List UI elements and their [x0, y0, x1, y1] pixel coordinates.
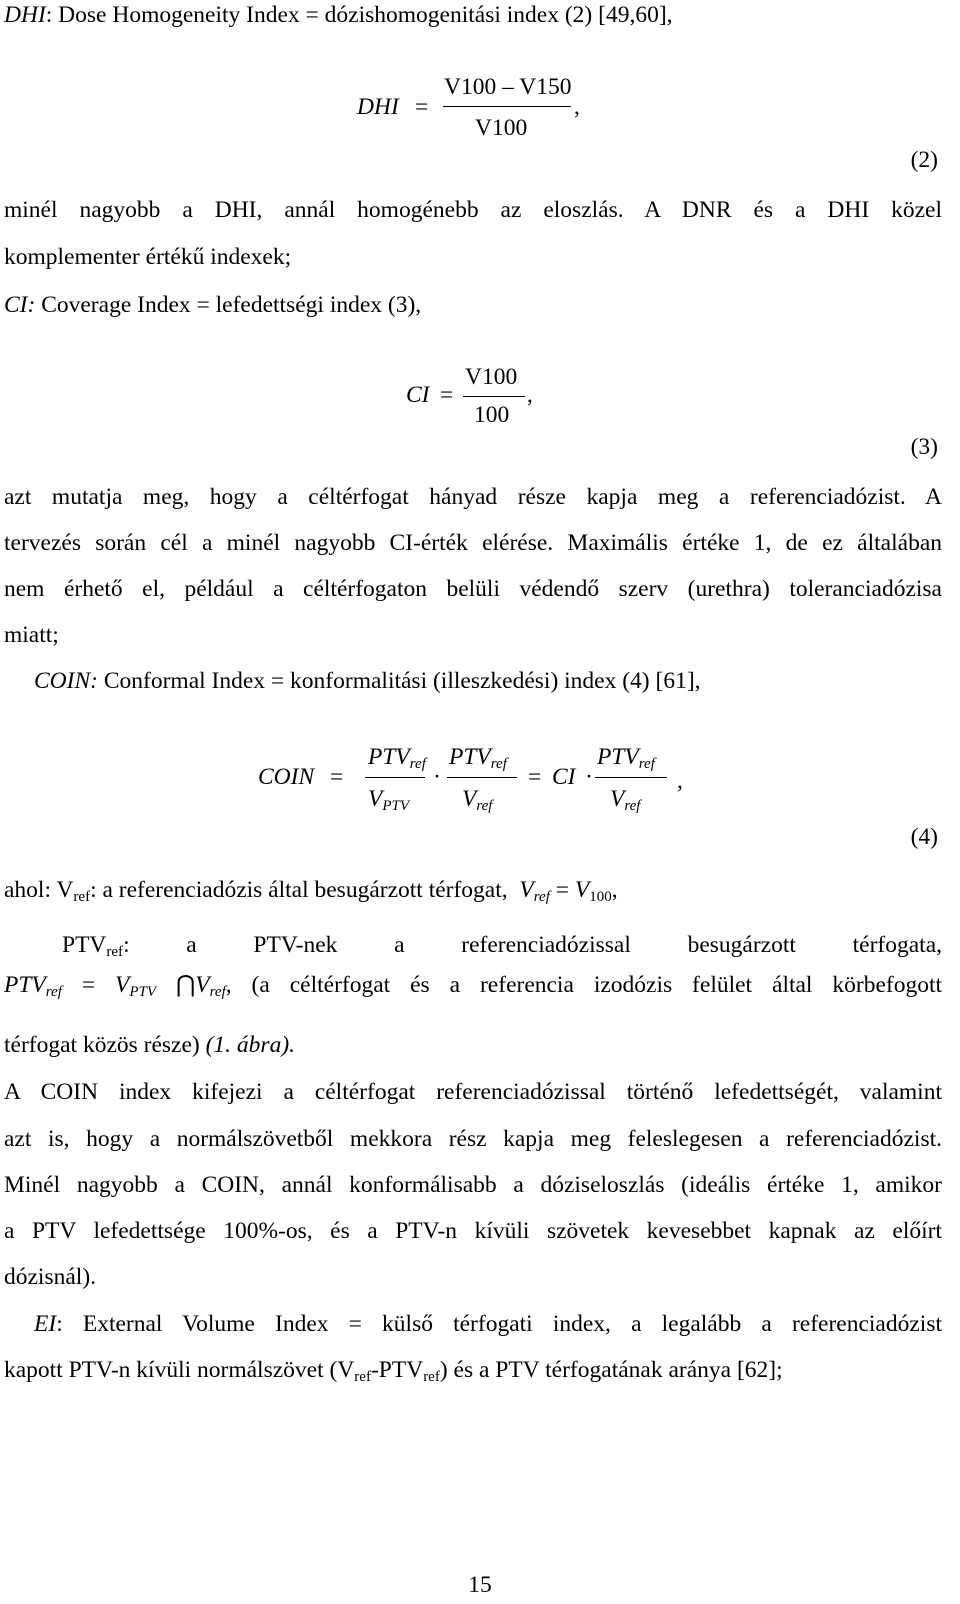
ci-lhs: CI: [406, 382, 430, 408]
figure-reference: (1. ábra).: [205, 1032, 296, 1058]
ci-abbr: CI:: [4, 292, 36, 318]
dhi-denominator: V100: [475, 115, 528, 141]
para3-line3: Minél nagyobb a COIN, annál konformálisabb a dóziseloszlás (ideális értéke 1, amikor: [4, 1172, 942, 1198]
coin-f1-num: $PTV_{ref}$: [368, 744, 426, 772]
coin-eq-sign-2: =: [528, 764, 542, 790]
para3-line1: A COIN index kifejezi a céltérfogat referenciadózissal történő lefedettségét, valamint: [4, 1079, 942, 1105]
coin-f1-bar: [365, 777, 425, 778]
page-number: 15: [468, 1572, 492, 1598]
dhi-definition: [4, 0, 942, 30]
para1-line1: minél nagyobb a DHI, annál homogénebb az eloszlás. A DNR és a DHI közel: [4, 197, 942, 223]
ptvref-line3: térfogat közös része) (1. ábra).: [4, 1032, 296, 1058]
para3-line4: a PTV lefedettsége 100%-os, és a PTV-n kívüli szövetek kevesebbet kapnak az előírt: [4, 1218, 942, 1244]
coin-f2-bar: [447, 777, 517, 778]
coin-f2-num: $PTV_{ref}$: [449, 744, 507, 772]
para3-line2: azt is, hogy a normálszövetből mekkora rész kapja meg feleslegesen a referenciadózist.: [4, 1126, 942, 1152]
coin-ci: CI: [552, 764, 576, 790]
dhi-abbr: DHI: [4, 2, 46, 28]
dhi-numerator: V100 – V150: [444, 74, 572, 100]
para2-line4: miatt;: [4, 622, 59, 648]
coin-f2-den: $V_{ref}$: [462, 786, 493, 814]
coin-abbr: COIN:: [34, 668, 98, 694]
ei-abbr: EI: [34, 1311, 57, 1337]
coin-def-text: Conformal Index = konformalitási (illeszkedési) index (4) [61],: [97, 668, 701, 694]
ci-comma: ,: [527, 382, 533, 408]
ci-fraction-bar: [463, 396, 525, 397]
ci-definition: [4, 290, 942, 320]
ei-line2: kapott PTV-n kívüli normálszövet $(V_{ref}-PTV_{ref})$ és a PTV térfogatának aránya [62];: [4, 1357, 783, 1385]
coin-f3-num: $PTV_{ref}$: [597, 744, 655, 772]
para3-line5: dózisnál).: [4, 1264, 97, 1290]
ei-line1: EI: External Volume Index = külső térfogati index, a legalább a referenciadózist: [34, 1311, 942, 1337]
coin-comma: ,: [677, 768, 683, 794]
ci-eq-number: (3): [910, 434, 938, 460]
para1-line2: komplementer értékű indexek;: [4, 244, 292, 270]
coin-eq-number: (4): [910, 824, 938, 850]
ci-def-text: Coverage Index = lefedettségi index (3),: [35, 292, 422, 318]
dhi-eq-number: (2): [910, 147, 938, 173]
coin-lhs: COIN: [258, 764, 315, 790]
coin-eq-sign-1: =: [330, 764, 344, 790]
coin-definition: [34, 666, 960, 696]
coin-f1-den: $V_{PTV}$: [368, 786, 410, 814]
ci-eq-sign: =: [440, 382, 454, 408]
para2-line2: tervezés során cél a minél nagyobb CI-érték elérése. Maximális értéke 1, de ez általában: [4, 530, 942, 556]
ptvref-line2: $PTV_{ref} = V_{PTV}$ $⋂V_{ref}$, (a céltérfogat és a referencia izodózis felület által körbefogott: [4, 972, 943, 1000]
ptvref-line1: $PTV_{ref}$: a PTV-nek a referenciadózissal besugárzott térfogata,: [62, 932, 942, 960]
ci-denominator: 100: [474, 402, 510, 428]
para2-line1: azt mutatja meg, hogy a céltérfogat hányad része kapja meg a referenciadózist. A: [4, 484, 942, 510]
dhi-eq-sign: =: [415, 94, 429, 120]
dhi-comma: ,: [574, 94, 580, 120]
ahol-line: ahol: $V_{ref}$: a referenciadózis által besugárzott térfogat, $V_{ref} = V_{100}$,: [4, 877, 618, 905]
coin-f3-bar: [595, 777, 667, 778]
coin-dot-1: ·: [433, 764, 441, 790]
dhi-lhs: DHI: [357, 94, 399, 120]
coin-dot-2: ·: [585, 764, 593, 790]
coin-f3-den: $V_{ref}$: [610, 786, 641, 814]
dhi-fraction-bar: [443, 106, 571, 107]
dhi-def-text: : Dose Homogeneity Index = dózishomogenitási index (2) [49,60],: [45, 2, 673, 28]
para2-line3: nem érhető el, például a céltérfogaton belüli védendő szerv (urethra) toleranciadózisa: [4, 576, 942, 602]
ci-numerator: V100: [465, 364, 518, 390]
